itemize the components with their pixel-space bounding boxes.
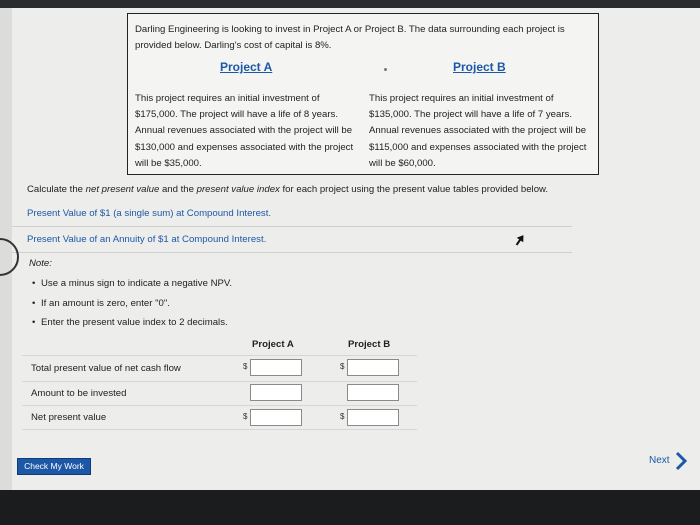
bottom-bar (0, 490, 700, 525)
project-b-npv-input[interactable] (347, 409, 399, 426)
next-button-label[interactable]: Next (649, 455, 670, 466)
pv-single-sum-link[interactable]: Present Value of $1 (a single sum) at Compound Interest. (27, 208, 272, 219)
note-item-text: Use a minus sign to indicate a negative NPV. (41, 278, 233, 289)
project-b-heading: Project B (453, 60, 506, 74)
mouse-pointer-icon (513, 233, 527, 247)
note-item (32, 317, 228, 328)
stray-dot (384, 68, 387, 71)
column-header-project-a: Project A (252, 339, 294, 350)
row-divider (22, 405, 417, 406)
instruction-pvi: present value index (196, 184, 280, 195)
instruction-npv: net present value (85, 184, 160, 195)
bullet-icon: • (32, 278, 36, 289)
instruction-text (27, 184, 548, 195)
note-item (32, 298, 170, 309)
row-divider (22, 429, 417, 430)
bullet-icon: • (32, 298, 36, 309)
circle-marker-icon (0, 238, 19, 276)
row-divider (22, 381, 417, 382)
project-a-npv-input[interactable] (250, 409, 302, 426)
chevron-right-icon[interactable] (674, 451, 688, 471)
pv-annuity-link[interactable]: Present Value of an Annuity of $1 at Compound Interest. (27, 234, 267, 245)
divider (12, 252, 572, 253)
row-label-amount-invested: Amount to be invested (31, 388, 127, 399)
row-divider (22, 355, 417, 356)
project-b-amount-invested-input[interactable] (347, 384, 399, 401)
project-a-total-pv-input[interactable] (250, 359, 302, 376)
note-item (32, 278, 232, 289)
top-bar (0, 0, 700, 8)
project-b-description: This project requires an initial investment of $135,000. The project will have a life of 7 years. Annual revenues associated with the project will be $115,000 and expenses associated with the project will be $60,000. (369, 93, 587, 169)
divider (12, 226, 572, 227)
problem-box (127, 13, 599, 175)
row-label-total-pv: Total present value of net cash flow (31, 363, 181, 374)
row-label-npv: Net present value (31, 412, 107, 423)
problem-intro: Darling Engineering is looking to invest in Project A or Project B. The data surrounding each project is provided below. Darling's cost of capital is 8%. (135, 24, 565, 51)
note-title: Note: (29, 258, 52, 269)
project-a-amount-invested-input[interactable] (250, 384, 302, 401)
project-a-description: This project requires an initial investment of $175,000. The project will have a life of 8 years. Annual revenues associated with the project will be $130,000 and expenses associated with the project will be $35,000. (135, 93, 354, 169)
project-a-heading: Project A (220, 60, 273, 74)
currency-symbol: $ (243, 412, 248, 421)
project-b-total-pv-input[interactable] (347, 359, 399, 376)
currency-symbol: $ (243, 362, 248, 371)
note-item-text: Enter the present value index to 2 decimals. (41, 317, 228, 328)
instruction-suffix: for each project using the present value tables provided below. (279, 184, 549, 195)
currency-symbol: $ (340, 362, 345, 371)
bullet-icon: • (32, 317, 36, 328)
column-header-project-b: Project B (348, 339, 391, 350)
currency-symbol: $ (340, 412, 345, 421)
instruction-middle: and the (159, 184, 197, 195)
note-item-text: If an amount is zero, enter "0". (41, 298, 170, 309)
instruction-prefix: Calculate the (27, 184, 86, 195)
check-my-work-button[interactable]: Check My Work (17, 458, 91, 475)
